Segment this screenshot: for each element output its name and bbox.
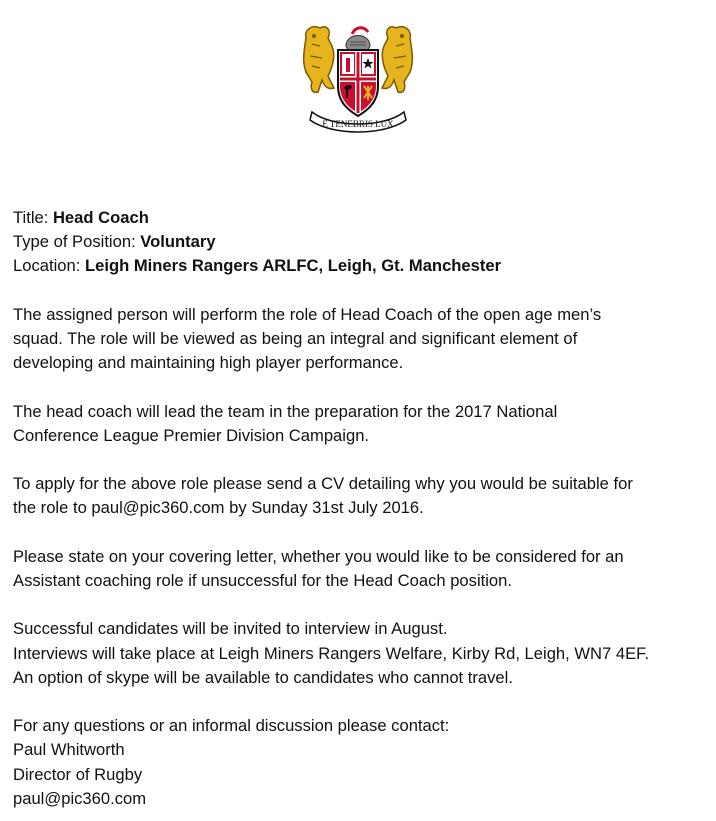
club-crest-logo — [298, 16, 418, 136]
paragraph-line: Interviews will take place at Leigh Miners Rangers Welfare, Kirby Rd, Leigh, WN7 4EF. — [13, 643, 650, 663]
paragraph-line: squad. The role will be viewed as being an integral and significant element of — [13, 329, 578, 348]
paragraph-line: the role to paul@pic360.com by Sunday 31st July 2016. — [13, 498, 424, 518]
paragraph-line: Assistant coaching role if unsuccessful for the Head Coach position. — [13, 570, 513, 590]
position-type-value: Voluntary — [140, 232, 216, 252]
contact-name: Paul Whitworth — [13, 740, 125, 760]
location-label: Location: — [13, 256, 85, 276]
campaign-paragraph — [13, 400, 708, 448]
title-value: Head Coach — [52, 208, 149, 227]
paragraph-line: To apply for the above role please send a CV detailing why you would be suitable for — [13, 474, 633, 494]
title-label: Title: — [13, 208, 53, 227]
svg-text:E TENEBRIS LUX: E TENEBRIS LUX — [322, 119, 394, 129]
location-value: Leigh Miners Rangers ARLFC, Leigh, Gt. Manchester — [84, 256, 502, 276]
shield-icon — [338, 50, 378, 116]
paragraph-line: Please state on your covering letter, whether you would like to be considered for an — [13, 546, 624, 566]
contact-intro: For any questions or an informal discussion please contact: — [13, 716, 450, 736]
location-line — [13, 254, 708, 278]
position-type-label: Type of Position: — [13, 232, 141, 252]
contact-role: Director of Rugby — [13, 764, 143, 784]
interview-paragraph — [13, 617, 708, 690]
paragraph-line: The head coach will lead the team in the preparation for the 2017 National — [13, 401, 558, 421]
paragraph-line: Successful candidates will be invited to interview in August. — [13, 619, 448, 639]
title-line — [13, 206, 708, 230]
contact-email: paul@pic360.com — [13, 788, 147, 808]
paragraph-line: Conference League Premier Division Campaign. — [13, 425, 370, 445]
job-posting-document — [13, 206, 708, 811]
paragraph-line: The assigned person will perform the role of Head Coach of the open age men’s — [13, 304, 602, 324]
paragraph-line: An option of skype will be available to candidates who cannot travel. — [13, 667, 513, 687]
contact-block — [13, 714, 708, 811]
position-type-line — [13, 230, 708, 254]
left-lion-icon — [304, 27, 334, 93]
right-lion-icon — [382, 27, 412, 93]
assistant-role-paragraph — [13, 545, 708, 593]
application-paragraph — [13, 472, 708, 520]
role-description-paragraph — [13, 303, 708, 376]
helmet-icon — [346, 28, 370, 50]
club-crest-icon — [298, 16, 418, 136]
paragraph-line: developing and maintaining high player performance. — [13, 353, 404, 373]
